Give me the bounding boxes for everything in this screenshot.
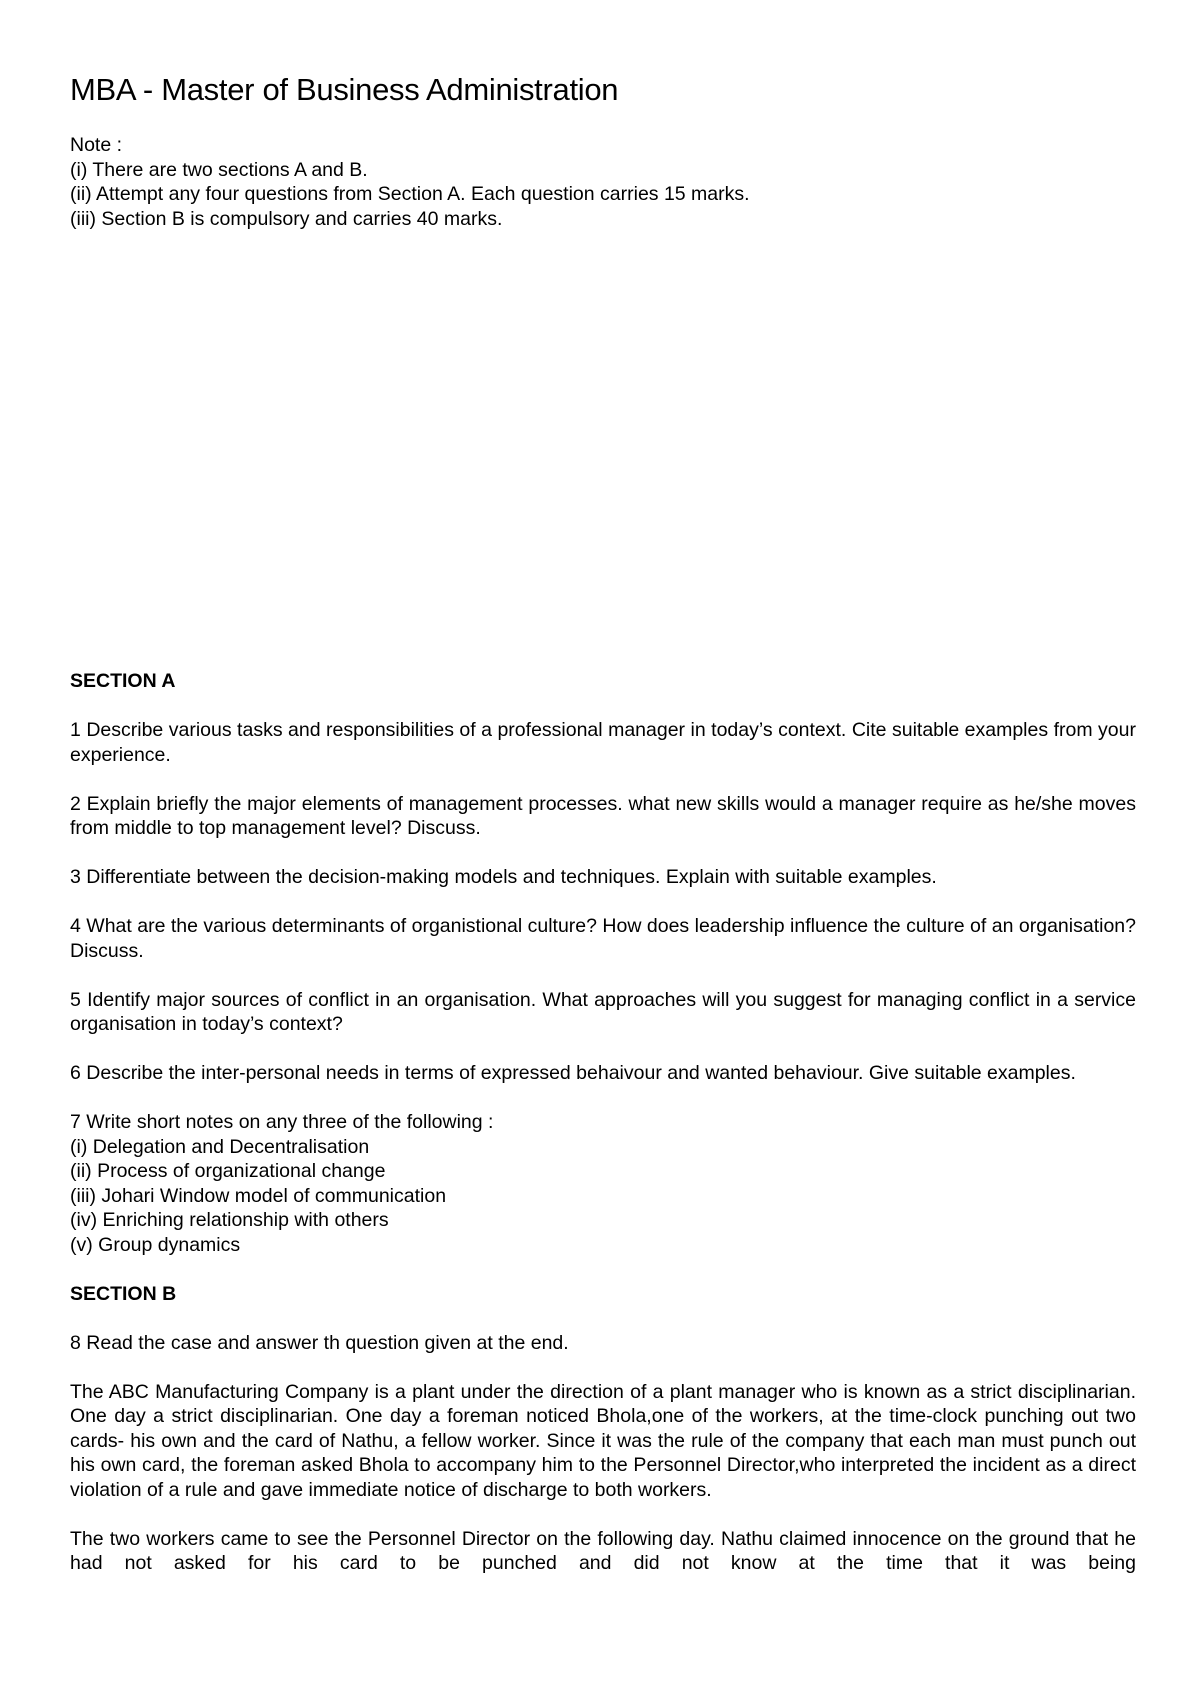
question-7-item: (ii) Process of organizational change xyxy=(70,1160,386,1182)
question-5: 5 Identify major sources of conflict in an organisation. What approaches will you suggest for managing conflict in a service organisation in today’s context? xyxy=(70,988,1136,1035)
question-6: 6 Describe the inter-personal needs in terms of expressed behaivour and wanted behaviour. Give suitable examples. xyxy=(70,1062,1076,1084)
note-item: (iii) Section B is compulsory and carries 40 marks. xyxy=(70,207,503,230)
question-1: 1 Describe various tasks and responsibilities of a professional manager in today’s context. Cite suitable examples from your experience. xyxy=(70,719,1136,766)
section-a-heading: SECTION A xyxy=(70,670,176,692)
question-4: 4 What are the various determinants of organistional culture? How does leadership influence the culture of an organisation? Discuss. xyxy=(70,915,1136,962)
question-7-item: (i) Delegation and Decentralisation xyxy=(70,1135,370,1158)
case-paragraph: The two workers came to see the Personnel Director on the following day. Nathu claimed innocence on the ground that he had not asked for his card to be punched and did not know at the time that it was being xyxy=(70,1527,1136,1574)
document-title: MBA - Master of Business Administration xyxy=(70,72,619,107)
question-7-item: (iii) Johari Window model of communication xyxy=(70,1184,447,1207)
instructions-note xyxy=(70,133,750,231)
questions-body xyxy=(70,669,1136,1576)
question-3: 3 Differentiate between the decision-making models and techniques. Explain with suitable examples. xyxy=(70,866,937,888)
question-8: 8 Read the case and answer th question given at the end. xyxy=(70,1331,569,1354)
case-paragraph: The ABC Manufacturing Company is a plant under the direction of a plant manager who is known as a strict disciplinarian. One day a strict disciplinarian. One day a foreman noticed Bhola,one of the workers, at the time-clock punching out two cards- his own and the card of Nathu, a fellow worker. Since it was the rule of the company that each man must punch out his own card, the foreman asked Bhola to accompany him to the Personnel Director,who interpreted the incident as a direct violation of a rule and gave immediate notice of discharge to both workers. xyxy=(70,1380,1136,1501)
question-7-item: (v) Group dynamics xyxy=(70,1233,241,1256)
note-heading: Note : xyxy=(70,134,123,156)
note-item: (ii) Attempt any four questions from Section A. Each question carries 15 marks. xyxy=(70,183,750,205)
question-7-item: (iv) Enriching relationship with others xyxy=(70,1209,389,1231)
note-item: (i) There are two sections A and B. xyxy=(70,158,368,181)
section-b-heading: SECTION B xyxy=(70,1282,177,1305)
question-7-prompt: 7 Write short notes on any three of the following : xyxy=(70,1111,494,1133)
question-2: 2 Explain briefly the major elements of management processes. what new skills would a manager require as he/she moves from middle to top management level? Discuss. xyxy=(70,792,1136,839)
question-7 xyxy=(70,1110,1136,1257)
